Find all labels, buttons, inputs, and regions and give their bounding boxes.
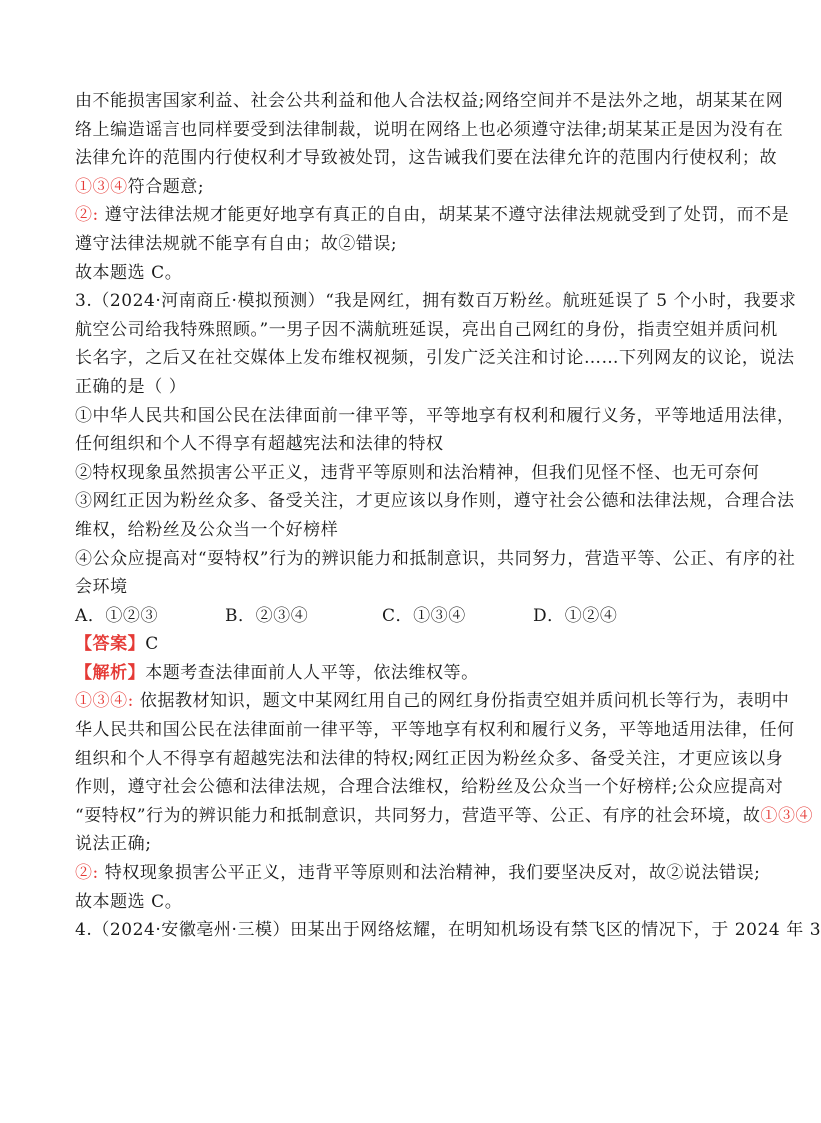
statement-4: ④公众应提高对“耍特权”行为的辨识能力和抵制意识，共同努力，营造平等、公正、有序的社 <box>75 548 796 569</box>
text-span: 特权现象损害公平正义，违背平等原则和法治精神，我们要坚决反对，故②说法错误; <box>98 863 761 884</box>
statement-3-cont: 维权，给粉丝及公众当一个好榜样 <box>75 519 339 540</box>
question-stem-line: 航空公司给我特殊照顾。”一男子因不满航班延误，亮出自己网红的身份，指责空姐并质问机 <box>75 319 778 340</box>
highlight-options: ①③④ <box>760 805 814 826</box>
analysis-text-line: 作则，遵守社会公德和法律法规，合理合法维权，给粉丝及公众当一个好榜样;公众应提高对 <box>75 777 784 798</box>
answer-options <box>75 602 734 631</box>
text-span: 符合题意; <box>127 176 205 197</box>
answer-tag: 【答案】 <box>75 634 146 655</box>
answer-line <box>75 630 734 659</box>
text-line: 络上编造谣言也同样要受到法律制裁，说明在网络上也必须遵守法律;胡某某正是因为没有在 <box>75 119 784 140</box>
option-a: A．①②③ <box>75 605 159 626</box>
text-span: 依据教材知识，题文中某网红用自己的网红身份指责空姐并质问机长等行为，表明中 <box>133 691 790 712</box>
highlight-options: ①③④ <box>75 176 128 197</box>
option-b: B．②③④ <box>225 605 309 626</box>
analysis-text-line: 组织和个人不得享有超越宪法和法律的特权;网红正因为粉丝众多、备受关注，才更应该以身 <box>75 748 784 769</box>
analysis-text-line: 说法正确; <box>75 834 152 855</box>
text-span: “耍特权”行为的辨识能力和抵制意识，共同努力，营造平等、公正、有序的社会环境，故 <box>75 805 761 826</box>
text-line <box>75 201 790 230</box>
text-line: 遵守法律法规就不能享有自由；故②错误; <box>75 233 398 254</box>
statement-1: ①中华人民共和国公民在法律面前一律平等，平等地享有权利和履行义务，平等地适用法律， <box>75 405 795 426</box>
text-line <box>75 173 734 202</box>
question-stem-line: 正确的是（ ） <box>75 376 187 397</box>
text-line: 法律允许的范围内行使权利才导致被处罚，这告诫我们要在法律允许的范围内行使权利；故 <box>75 148 777 169</box>
analysis-text-line <box>75 687 790 716</box>
statement-3: ③网红正因为粉丝众多、备受关注，才更应该以身作则，遵守社会公德和法律法规，合理合法 <box>75 491 795 512</box>
analysis-text-line <box>75 802 814 831</box>
statement-1-cont: 任何组织和个人不得享有超越宪法和法律的特权 <box>75 434 444 455</box>
analysis-text-line: 故本题选 C。 <box>75 891 183 912</box>
question-4 <box>75 916 821 945</box>
highlight-options: ②: <box>75 205 99 226</box>
statement-2: ②特权现象虽然损害公平正义，违背平等原则和法治精神，但我们见怪不怪、也无可奈何 <box>75 462 760 483</box>
answer-value: C <box>145 634 159 655</box>
previous-question-analysis <box>75 87 790 287</box>
question-stem-line: 长名字，之后又在社交媒体上发布维权视频，引发广泛关注和讨论……下列网友的议论，说法 <box>75 348 795 369</box>
analysis-text-line <box>75 859 761 888</box>
analysis-line <box>75 659 734 688</box>
question-3 <box>75 287 814 916</box>
statement-4-cont: 会环境 <box>75 577 128 598</box>
question-stem-line: 4.（2024·安徽亳州·三模）田某出于网络炫耀，在明知机场设有禁飞区的情况下，于 2024 年 3 <box>75 920 821 941</box>
question-stem-line: 3.（2024·河南商丘·模拟预测）“我是网红，拥有数百万粉丝。航班延误了 5 个小时，我要求 <box>75 291 797 312</box>
option-c: C．①③④ <box>382 605 466 626</box>
analysis-tag: 【解析】 <box>75 662 146 683</box>
text-line: 由不能损害国家利益、社会公共利益和他人合法权益;网络空间并不是法外之地，胡某某在网 <box>75 91 784 111</box>
analysis-intro: 本题考查法律面前人人平等，依法维权等。 <box>145 662 479 683</box>
highlight-options: ①③④: <box>75 691 134 712</box>
analysis-text-line: 华人民共和国公民在法律面前一律平等，平等地享有权利和履行义务，平等地适用法律，任何 <box>75 720 795 741</box>
text-span: 遵守法律法规才能更好地享有真正的自由，胡某某不遵守法律法规就受到了处罚，而不是 <box>98 205 790 226</box>
highlight-options: ②: <box>75 863 99 884</box>
text-line: 故本题选 C。 <box>75 262 183 283</box>
option-d: D．①②④ <box>533 605 618 626</box>
